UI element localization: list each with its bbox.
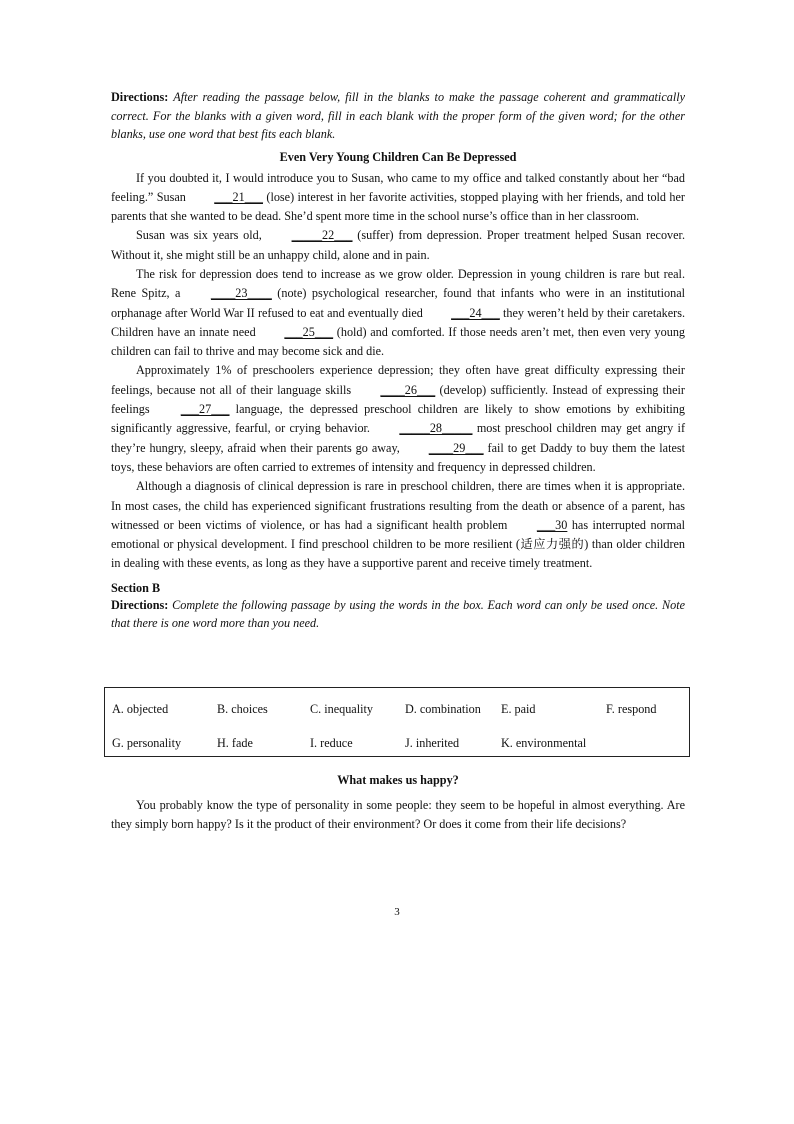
word-option: J. inherited [405, 736, 460, 750]
directions-b-label: Directions: [111, 597, 169, 612]
word-option: D. combination [405, 702, 481, 716]
section-b-heading: Section B [111, 580, 161, 595]
blank-30[interactable]: ___30 [536, 517, 568, 532]
word-option: B. choices [217, 702, 268, 716]
page-number: 3 [394, 906, 400, 918]
word-option: K. environmental [501, 736, 587, 750]
blank-25[interactable]: ___25___ [284, 324, 334, 339]
passage-title: Even Very Young Children Can Be Depressed [279, 149, 517, 164]
blank-22[interactable]: _____22___ [291, 228, 353, 243]
paragraph-4: Approximately 1% of preschoolers experience depression; they often have great difficulty expressing their feelings, because not all of their language skills ____26___ (develop) sufficiently. Instead of expressing their feelings ___27___ language, the depressed preschool children are likely to show emotions by exhibiting significantly aggressive, fearful, or crying behavior. _____28_____ most preschool children may get angry if they’re hungry, sleepy, afraid when their parents go away, ____29___ fail to get Daddy to buy them the latest toys, these behaviors are often carried to extremes of intensity and frequency in depressed children. [111, 363, 685, 474]
passage2-title: What makes us happy? [337, 773, 459, 787]
word-option: E. paid [501, 702, 536, 716]
passage2 [111, 796, 685, 835]
word-option: H. fade [217, 736, 253, 750]
blank-27[interactable]: ___27___ [180, 402, 230, 417]
blank-23[interactable]: ____23____ [210, 286, 272, 301]
blank-26[interactable]: ____26___ [380, 382, 436, 397]
paragraph-3: The risk for depression does tend to increase as we grow older. Depression in young children is rare but real. Rene Spitz, a ____23____ (note) psychological researcher, found that infants who were in an institutional orphanage after World War II refused to eat and eventually died ___24___ they weren’t held by their caretakers. Children have an innate need ___25___ (hold) and comforted. If those needs aren’t met, then even very young children can fail to thrive and may become sick and die. [111, 266, 686, 359]
word-box [104, 687, 690, 757]
directions-b-text: Complete the following passage by using the words in the box. Each word can only be used once. Note that there is one word more than you need. [111, 597, 685, 631]
passage2-paragraph-1: You probably know the type of personality in some people: they seem to be hopeful in almost everything. Are they simply born happy? Is it the product of their environment? Or does it come from their life decisions? [111, 798, 685, 832]
directions-label: Directions: [111, 90, 169, 104]
word-option: C. inequality [310, 702, 373, 716]
word-option: I. reduce [310, 736, 353, 750]
blank-28[interactable]: _____28_____ [399, 421, 473, 436]
directions-b [111, 596, 685, 633]
section-a [111, 88, 685, 633]
blank-29[interactable]: ____29___ [428, 440, 484, 455]
word-option: A. objected [112, 702, 169, 716]
paragraph-1: If you doubted it, I would introduce you to Susan, who came to my office and talked constantly about her “bad feeling.” Susan ___21___ (lose) interest in her favorite activities, stopped playing with her friends, and told her parents that she wanted to be dead. She’d spent more time in the school nurse’s office than in her classroom. [111, 170, 685, 224]
paragraph-5: Although a diagnosis of clinical depression is rare in preschool children, there are times when it is appropriate. In most cases, the child has experienced significant frustrations resulting from the death or absence of a parent, has witnessed or been victims of violence, or has had a significant health problem ___30 has interrupted normal emotional or physical development. I find preschool children to be more resilient (适应力强的) than older children in dealing with these events, as long as they have a supportive parent and receive timely treatment. [111, 479, 685, 571]
word-option: G. personality [112, 736, 182, 750]
word-option: F. respond [606, 702, 657, 716]
blank-21[interactable]: ___21___ [214, 189, 263, 204]
directions-text: After reading the passage below, fill in the blanks to make the passage coherent and grammatically correct. For the blanks with a given word, fill in each blank with the proper form of the given word; for the other blanks, use one word that best fits each blank. [111, 90, 686, 141]
blank-24[interactable]: ___24___ [451, 305, 500, 320]
paragraph-2: Susan was six years old, _____22___ (suffer) from depression. Proper treatment helped Susan recover. Without it, she might still be an unhappy child, alone and in pain. [111, 228, 685, 262]
directions-a [111, 88, 685, 144]
